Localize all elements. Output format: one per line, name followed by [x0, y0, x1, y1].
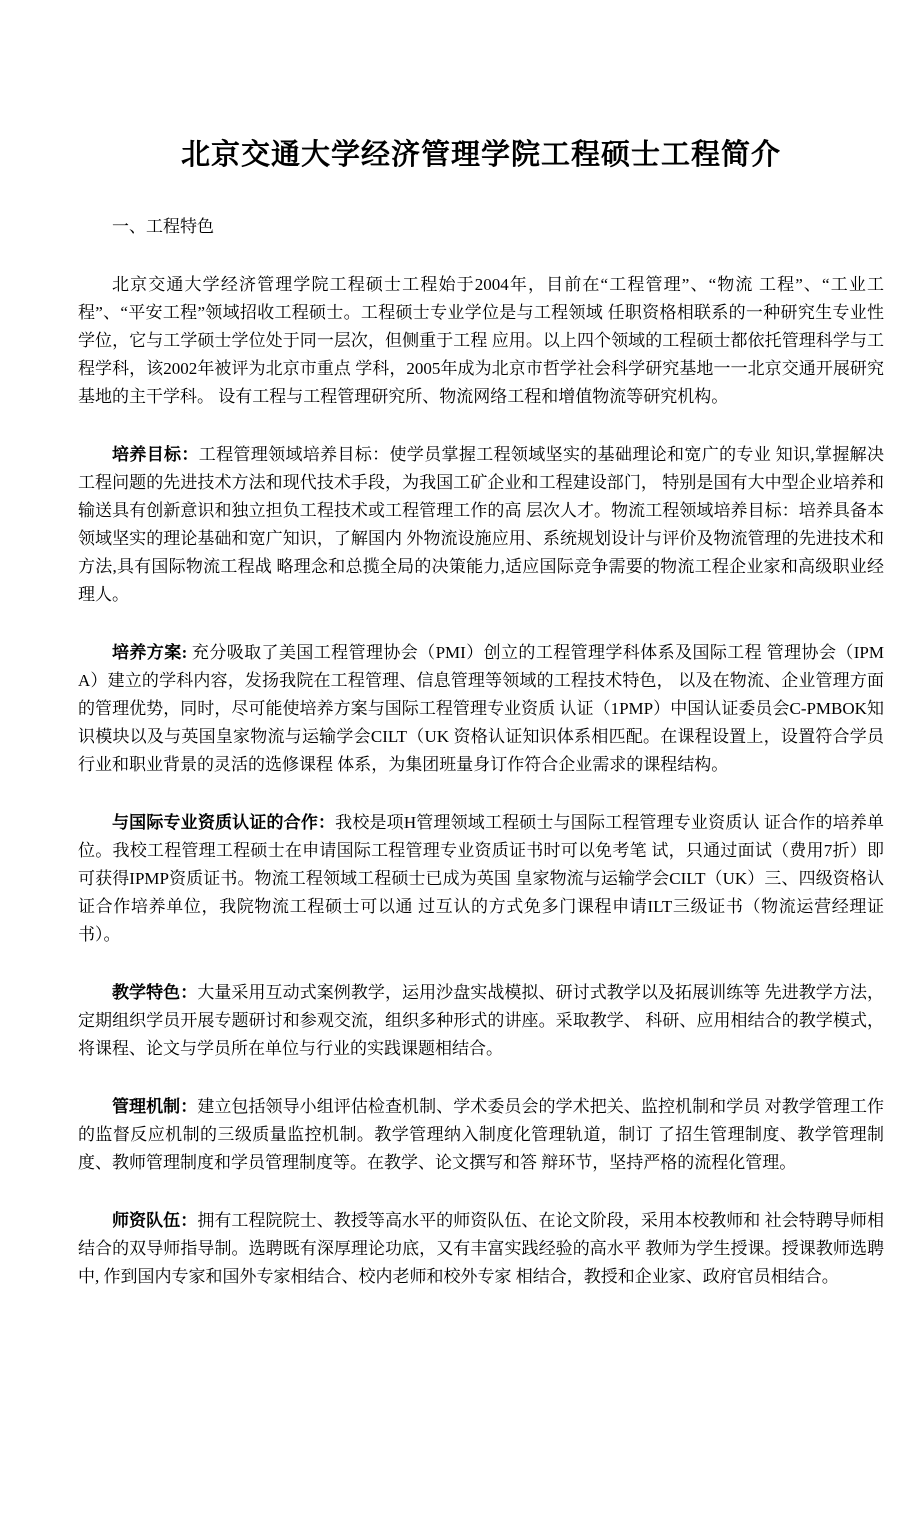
- paragraph-intro: [78, 271, 884, 411]
- paragraph-training-plan: [78, 639, 884, 779]
- paragraph-label: 师资队伍：: [112, 1210, 198, 1230]
- paragraph-text: 拥有工程院院士、教授等高水平的师资队伍、在论文阶段，采用本校教师和 社会特聘导师相结合的双导师指导制。选聘既有深厚理论功底，又有丰富实践经验的高水平 教师为学生授课。授课教师选聘中, 作到国内专家和国外专家相结合、校内老师和校外专家 相结合，教授和企业家、政府官员相结合。: [78, 1210, 885, 1286]
- section-heading: 一、工程特色: [112, 216, 214, 236]
- paragraph-international-certification: [78, 809, 884, 949]
- paragraph-label: 教学特色：: [112, 982, 198, 1002]
- paragraph-teaching-features: [78, 979, 884, 1063]
- paragraph-text: 北京交通大学经济管理学院工程硕士工程始于2004年，目前在“工程管理”、“物流 工程”、“工业工程”、“平安工程”领域招收工程硕士。工程硕士专业学位是与工程领域 任职资格相联系的一种研究生专业性学位，它与工学硕士学位处于同一层次，但侧重于工程 应用。以上四个领域的工程硕士都依托管理科学与工程学科，该2002年被评为北京市重点 学科，2005年成为北京市哲学社会科学研究基地一一北京交通开展研究基地的主干学科。 设有工程与工程管理研究所、物流网络工程和增值物流等研究机构。: [78, 274, 884, 406]
- paragraph-label: 培养方案:: [112, 642, 188, 662]
- paragraph-label: 培养目标：: [112, 444, 199, 464]
- paragraph-training-goals: [78, 441, 884, 609]
- paragraph-text: 建立包括领导小组评估检查机制、学术委员会的学术把关、监控机制和学员 对教学管理工作的监督反应机制的三级质量监控机制。教学管理纳入制度化管理轨道，制订 了招生管理制度、教学管理制度、教师管理制度和学员管理制度等。在教学、论文撰写和答 辩环节，坚持严格的流程化管理。: [78, 1096, 885, 1172]
- paragraph-text: 工程管理领域培养目标：使学员掌握工程领域坚实的基础理论和宽广的专业 知识,掌握解决工程问题的先进技术方法和现代技术手段，为我国工矿企业和工程建设部门， 特别是国有大中型企业培养和输送具有创新意识和独立担负工程技术或工程管理工作的高 层次人才。物流工程领域培养目标：培养具备本领域坚实的理论基础和宽广知识，了解国内 外物流设施应用、系统规划设计与评价及物流管理的先进技术和方法,具有国际物流工程战 略理念和总揽全局的决策能力,适应国际竞争需要的物流工程企业家和高级职业经理人。: [78, 444, 885, 604]
- document-title: 北京交通大学经济管理学院工程硕士工程简介: [180, 139, 781, 171]
- paragraph-label: 与国际专业资质认证的合作：: [112, 812, 336, 832]
- paragraph-text: 我校是项H管理领域工程硕士与国际工程管理专业资质认 证合作的培养单位。我校工程管理工程硕士在申请国际工程管理专业资质证书时可以免考笔 试，只通过面试（费用7折）即可获得IPMP资质证书。物流工程领域工程硕士已成为英国 皇家物流与运输学会CILT（UK）三、四级资格认证合作培养单位，我院物流工程硕士可以通 过互认的方式免多门课程申请ILT三级证书（物流运营经理证书）。: [78, 812, 885, 944]
- paragraph-text: 大量采用互动式案例教学，运用沙盘实战模拟、研讨式教学以及拓展训练等 先进教学方法，定期组织学员开展专题研讨和参观交流，组织多种形式的讲座。采取教学、 科研、应用相结合的教学模式，将课程、论文与学员所在单位与行业的实践课题相结合。: [78, 982, 885, 1058]
- paragraph-faculty: [78, 1207, 884, 1291]
- paragraph-label: 管理机制：: [112, 1096, 198, 1116]
- paragraph-management-mechanism: [78, 1093, 884, 1177]
- paragraph-text: 充分吸取了美国工程管理协会（PMI）创立的工程管理学科体系及国际工程 管理协会（IPMA）建立的学科内容，发扬我院在工程管理、信息管理等领域的工程技术特色， 以及在物流、企业管理方面的管理优势，同时，尽可能使培养方案与国际工程管理专业资质 认证（1PMP）中国认证委员会C-PMBOK知识模块以及与英国皇家物流与运输学会CILT（UK 资格认证知识体系相匹配。在课程设置上，设置符合学员行业和职业背景的灵活的选修课程 体系，为集团班量身订作符合企业需求的课程结构。: [78, 642, 884, 774]
